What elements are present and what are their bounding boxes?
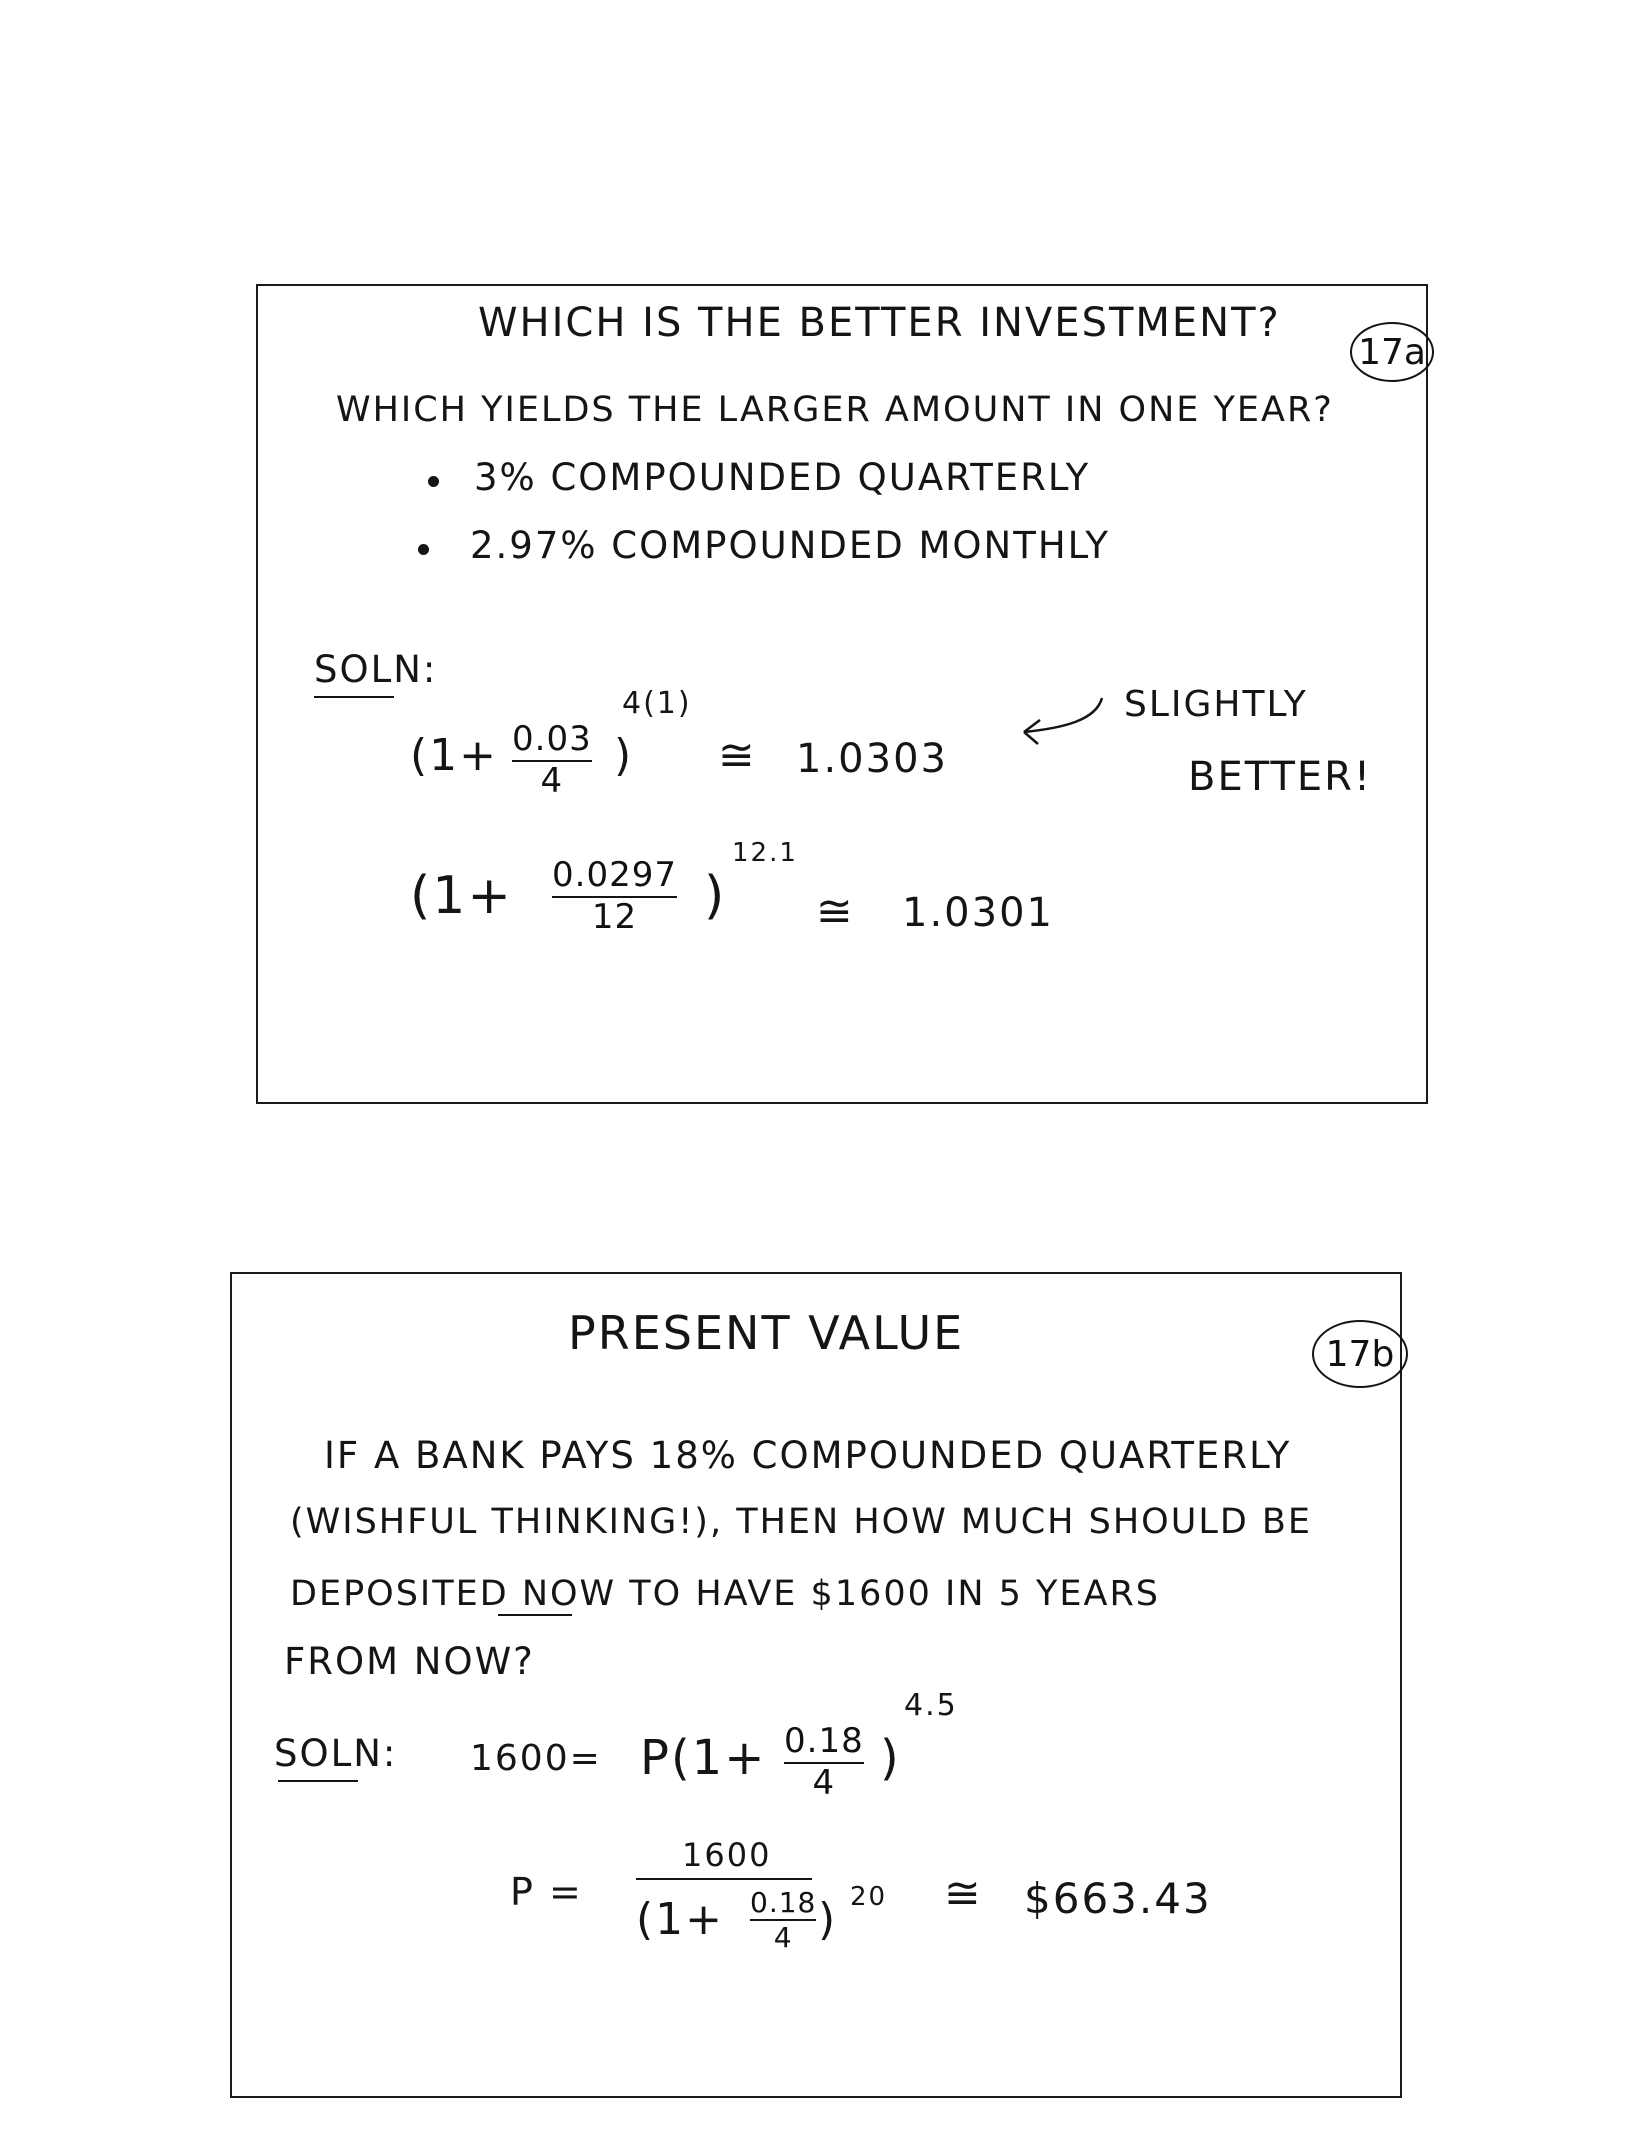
soln-label: SOLN: — [314, 648, 438, 691]
pv-eq2-result: $663.43 — [1024, 1874, 1212, 1923]
eq1-denominator: 4 — [540, 760, 564, 801]
pv-eq2-den-open: (1+ — [636, 1894, 725, 1945]
card-17a-title: WHICH IS THE BETTER INVESTMENT? — [478, 300, 1281, 346]
card-17a-question: WHICH YIELDS THE LARGER AMOUNT IN ONE YEAR? — [336, 390, 1334, 430]
pv-eq1-open: P(1+ — [640, 1730, 767, 1786]
eq1-approx: ≅ — [718, 730, 757, 781]
eq2-open: (1+ — [410, 866, 513, 926]
pv-eq1-close: ) — [880, 1730, 901, 1786]
eq1-fraction — [512, 719, 592, 801]
problem-line-2: (WISHFUL THINKING!), THEN HOW MUCH SHOULD BE — [290, 1502, 1313, 1542]
eq1-result: 1.0303 — [796, 736, 948, 782]
pv-eq2-den-fraction — [750, 1888, 816, 1953]
eq2-fraction — [552, 855, 677, 937]
card-17b — [230, 1272, 1402, 2098]
pv-eq2-den-denominator: 4 — [773, 1921, 793, 1955]
problem-line-3: DEPOSITED NOW TO HAVE $1600 IN 5 YEARS — [290, 1574, 1161, 1614]
note-slightly: SLIGHTLY — [1124, 684, 1308, 725]
pv-eq1-denominator: 4 — [812, 1762, 836, 1803]
bullet-dot — [428, 476, 439, 487]
curved-arrow-icon — [1004, 690, 1114, 760]
bullet-item-quarterly: 3% COMPOUNDED QUARTERLY — [474, 456, 1091, 499]
soln-underline — [314, 696, 394, 698]
eq1-open: (1+ — [410, 730, 499, 781]
card-17b-badge: 17b — [1312, 1320, 1408, 1388]
eq1-exponent: 4(1) — [622, 686, 692, 721]
bullet-item-monthly: 2.97% COMPOUNDED MONTHLY — [470, 524, 1110, 567]
problem-line-1: IF A BANK PAYS 18% COMPOUNDED QUARTERLY — [324, 1434, 1292, 1477]
card-17a-badge: 17a — [1350, 322, 1434, 382]
pv-eq1-fraction — [784, 1721, 864, 1803]
eq2-numerator: 0.0297 — [552, 855, 677, 895]
eq1-numerator: 0.03 — [512, 719, 592, 759]
pv-eq1-numerator: 0.18 — [784, 1721, 864, 1761]
soln-label: SOLN: — [274, 1732, 398, 1775]
eq2-exponent: 12.1 — [732, 838, 798, 868]
eq1-close: ) — [614, 730, 634, 781]
pv-eq2-den-numerator: 0.18 — [750, 1886, 817, 1919]
bullet-dot — [418, 544, 429, 555]
pv-eq2-approx: ≅ — [944, 1868, 983, 1919]
soln-underline — [278, 1780, 358, 1782]
eq2-close: ) — [704, 866, 727, 926]
pv-eq1-exponent: 4.5 — [904, 1688, 958, 1723]
pv-eq2-lhs: P = — [510, 1870, 583, 1914]
pv-eq2-den-close: ) — [818, 1894, 838, 1945]
eq2-denominator: 12 — [591, 896, 638, 937]
pv-eq2-main-bar — [636, 1878, 812, 1880]
card-17b-title: PRESENT VALUE — [568, 1306, 965, 1360]
problem-line-4: FROM NOW? — [284, 1640, 535, 1683]
now-underline — [498, 1614, 572, 1616]
pv-eq1-lhs: 1600= — [470, 1738, 602, 1779]
eq2-result: 1.0301 — [902, 890, 1054, 936]
eq2-approx: ≅ — [816, 886, 855, 937]
pv-eq2-numerator: 1600 — [682, 1836, 772, 1874]
pv-eq2-den-exponent: 20 — [850, 1882, 888, 1912]
note-better: BETTER! — [1188, 754, 1372, 800]
